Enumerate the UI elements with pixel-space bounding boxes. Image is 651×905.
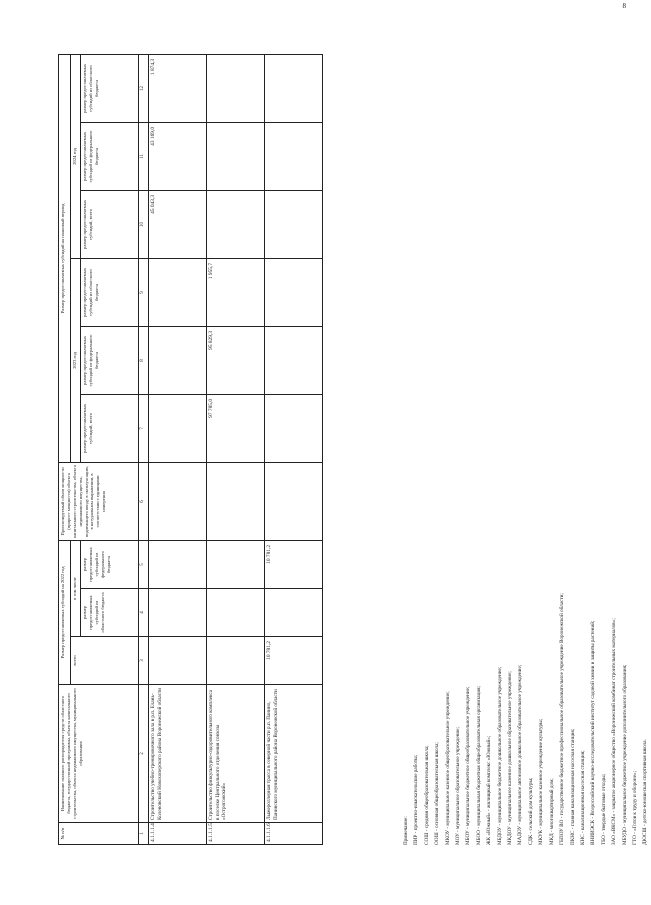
note-line: МКОУ - муниципальное казенное общеобразовательное учреждение; [444, 691, 451, 845]
cell-obl-2022 [149, 589, 207, 637]
note-line: МКУК - муниципальное казенное учреждение культуры; [538, 718, 545, 845]
cell-obl-2023: 1 955,7 [207, 258, 265, 326]
cell-total-2024 [207, 190, 265, 258]
cell-obl-2024: 1 874,3 [149, 54, 207, 122]
row-name: Строительство физкультурно-оздоровительного комплекса в поселке Центрального отделения совхоза «Острогожский» [207, 685, 265, 823]
col-number: 7 [139, 394, 149, 462]
cell-fed-2022 [207, 540, 265, 588]
note-line: ЖК «Южный» - жилищный комплекс «Южный»; [486, 735, 493, 845]
note-line: ООШ - основная общеобразовательная школа; [434, 742, 441, 845]
cell-total-2023 [149, 394, 207, 462]
cell-obl-2023 [265, 258, 323, 326]
row-num: 4.1.1.1.6 [265, 823, 323, 845]
row-name: Лыжероллерная трасса в северной части р.п. Панино, Панинского муниципального района Воронежской области [265, 685, 323, 823]
col-number: 2 [139, 685, 149, 823]
row-num: 4.1.1.1.4 [149, 823, 207, 845]
note-line: ПИР - проектно-изыскательские работы; [413, 754, 420, 845]
note-line: МОУ - муниципальное образовательное учреждение; [455, 727, 462, 845]
note-line: ДЮСШ - детско-юношеская спортивная школа. [642, 739, 649, 845]
header-planned: Размер предоставляемых субсидий на плановый период [59, 54, 71, 462]
col-number: 12 [139, 54, 149, 122]
cell-fed-2024 [265, 122, 323, 190]
cell-obl-2022 [265, 589, 323, 637]
col-number: 4 [139, 589, 149, 637]
col-number: 1 [139, 823, 149, 845]
note-line: МКДОУ - муниципальное казенное дошкольное образовательное учреждение; [507, 671, 514, 845]
header-2023-fed: размер предоставляемых субсидий из федерального бюджета [81, 326, 139, 394]
note-line: КНС - канализационная насосная станция; [579, 750, 586, 845]
cell-fed-2024: 43 169,0 [149, 122, 207, 190]
cell-total-2024 [265, 190, 323, 258]
col-number: 10 [139, 190, 149, 258]
note-line: ВНИИЭСК - Всероссийский научно-исследовательский институт садовой химии и защиты растений; [590, 620, 597, 845]
cell-obl-2022 [207, 589, 265, 637]
col-number: 8 [139, 326, 149, 394]
header-2023: 2023 год [71, 258, 81, 462]
cell-fed-2023 [265, 326, 323, 394]
note-line: ПКНС - главная канализационная насосная станция; [569, 728, 576, 845]
notes-section [401, 55, 651, 845]
row-num: 4.1.1.1.5 [207, 823, 265, 845]
header-2023-obl: размер предоставляемых субсидий из областного бюджета [81, 258, 139, 326]
note-line: ТБО - твердые бытовые отходы; [600, 773, 607, 845]
table-row [207, 54, 265, 844]
cell-obl-2024 [265, 54, 323, 122]
header-2023-total: размер предоставляемых субсидий, всего [81, 394, 139, 462]
header-sub-obl: размер предоставляемых субсидий из областного бюджета [81, 589, 139, 637]
header-2024-total: размер предоставляемых субсидий, всего [81, 190, 139, 258]
cell-obl-2023 [149, 258, 207, 326]
note-line: МБОО - муниципальная бюджетная общеобразовательная организация; [475, 686, 482, 845]
col-number: 6 [139, 462, 149, 540]
header-incl: в том числе [71, 540, 81, 636]
note-line: ЗАО «ВКСМ» - закрытое акционерное общество «Воронежский комбинат строительных материалов»; [611, 618, 618, 845]
rotated-landscape-content [58, 55, 649, 845]
cell-total-2022: 10 781,2 [265, 637, 323, 685]
cell-total-2022 [149, 637, 207, 685]
cell-fed-2024 [207, 122, 265, 190]
header-num: № п/п [59, 823, 139, 845]
note-line: ГТО - «Готов к труду и обороне»; [631, 770, 638, 845]
header-2024: 2024 год [71, 54, 81, 258]
header-forecast: Прогнозируемый объем мощности (прирост мощности) объекта капитального строительства, объекта недвижимого имущества, подлежащего вводу в эксплуатацию, в натуральном выражении, в соответствии с единицами измерения [59, 462, 139, 540]
cell-forecast [265, 462, 323, 540]
header-name: Наименование главного распорядителя средств областного бюджета, государственной программы, объекта капитального строительства, объекта недвижимого имущества, муниципального образования [59, 685, 139, 823]
cell-obl-2024 [207, 54, 265, 122]
note-line: МБДОУ - муниципальное бюджетное дошкольное образовательное учреждение; [496, 666, 503, 845]
col-number: 5 [139, 540, 149, 588]
cell-fed-2023: 95 829,3 [207, 326, 265, 394]
cell-forecast [149, 462, 207, 540]
cell-fed-2023 [149, 326, 207, 394]
cell-forecast [207, 462, 265, 540]
cell-total-2023: 97 785,0 [207, 394, 265, 462]
col-number: 11 [139, 122, 149, 190]
table-row [149, 54, 207, 844]
col-number: 9 [139, 258, 149, 326]
note-line: МБОУ - муниципальное бюджетное общеобразовательное учреждение; [465, 686, 472, 845]
row-name: Строительство учебно-тренировочного зала в р.п. Елань-Коленовский Новохоперского района Воронежской области [149, 685, 207, 823]
page-number: 8 [622, 2, 626, 10]
notes-heading: Примечание: [403, 816, 409, 845]
subsidies-table [58, 54, 323, 845]
header-2024-obl: размер предоставляемых субсидий из областного бюджета [81, 54, 139, 122]
note-line: СОШ - средняя общеобразовательная школа; [423, 745, 430, 845]
note-line: МБУДО - муниципальное бюджетное учреждение дополнительного образования; [621, 664, 628, 845]
note-line: ГБПОУ ВО - государственное бюджетное профессиональное образовательное учреждение Воронежской области; [559, 593, 566, 845]
cell-total-2024: 45 043,3 [149, 190, 207, 258]
cell-total-2022 [207, 637, 265, 685]
cell-fed-2022 [149, 540, 207, 588]
header-2024-fed: размер предоставляемых субсидий из федерального бюджета [81, 122, 139, 190]
header-sub-fed: размер предоставляемых субсидий из федерального бюджета [81, 540, 139, 588]
header-total: всего [71, 637, 139, 685]
note-line: МКД - многоквартирный дом; [548, 778, 555, 845]
table-row [265, 54, 323, 844]
note-line: МАДОУ - муниципальное автономное дошкольное образовательное учреждение; [517, 664, 524, 845]
header-size-2022: Размер предоставляемых субсидий на 2022 год [59, 540, 71, 684]
col-number: 3 [139, 637, 149, 685]
cell-fed-2022: 10 781,2 [265, 540, 323, 588]
cell-total-2023 [265, 394, 323, 462]
note-line: СДК - сельский дом культуры; [527, 777, 534, 845]
